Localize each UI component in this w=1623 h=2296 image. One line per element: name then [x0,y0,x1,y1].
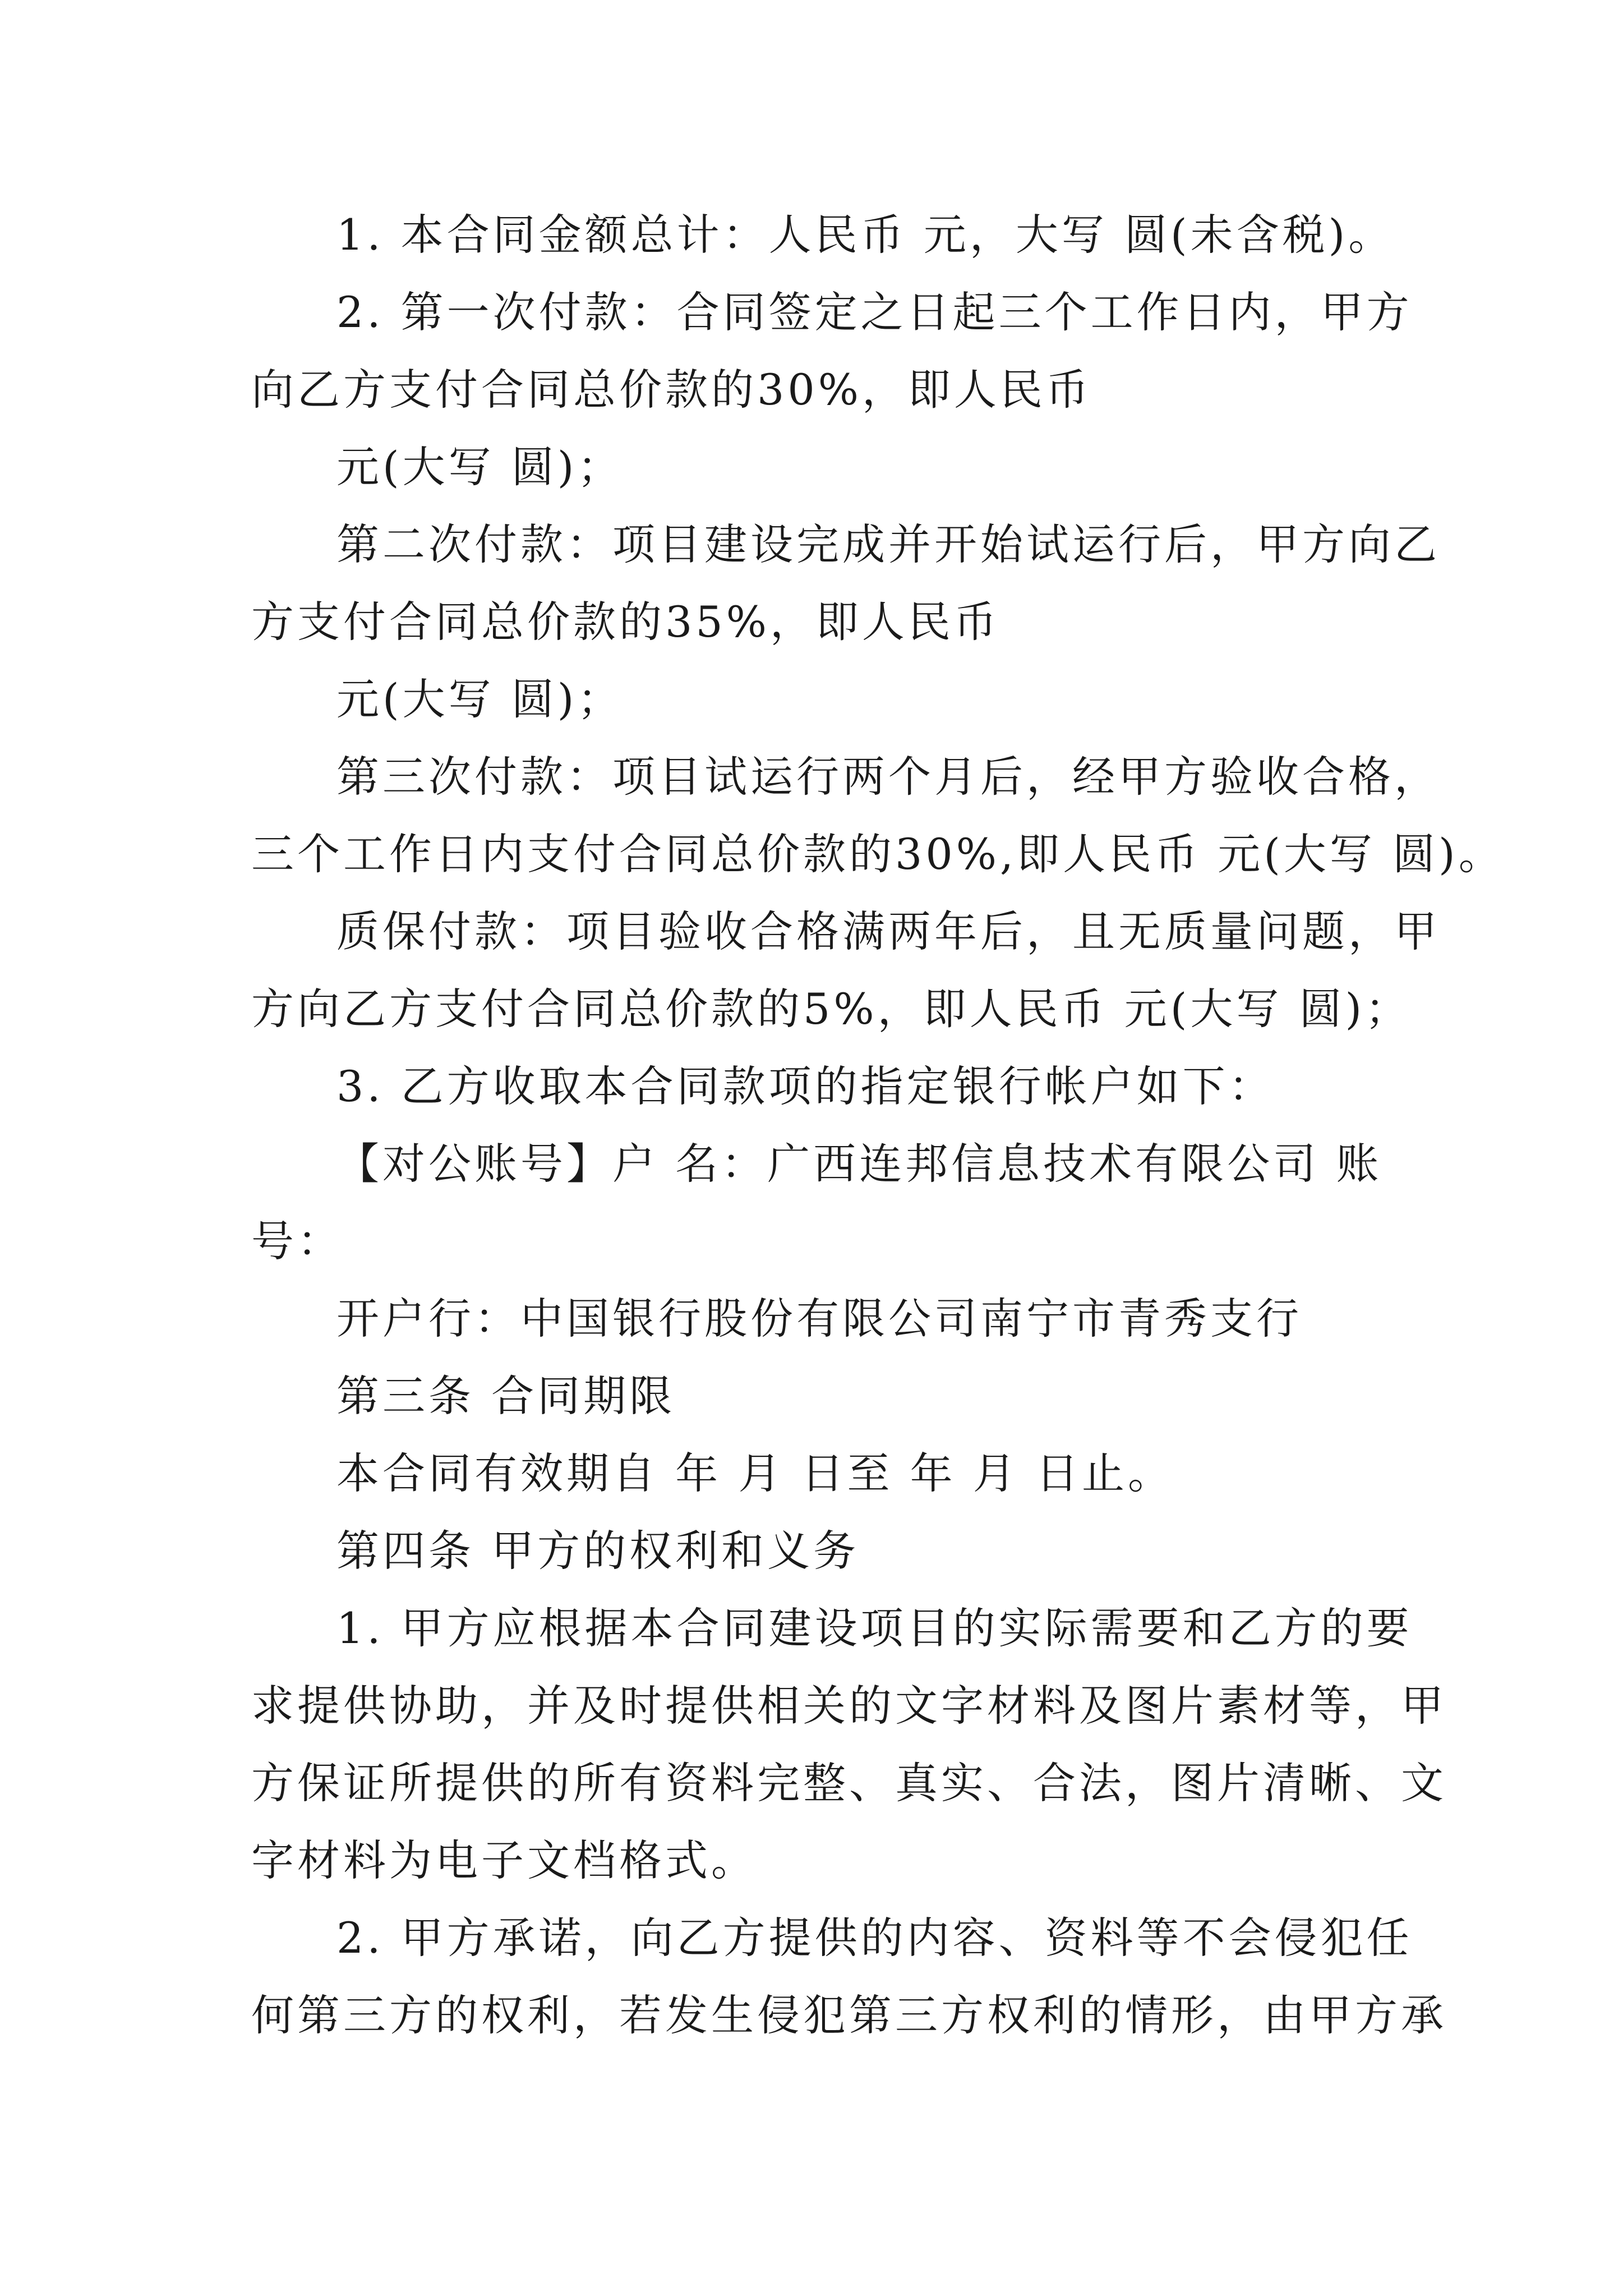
text-line: 何第三方的权利，若发生侵犯第三方权利的情形，由甲方承 [251,1990,1447,2040]
text-line: 元(大写 圆)； [336,674,624,724]
text-line: 向乙方支付合同总价款的30%，即人民币 [251,365,1092,415]
text-line: 质保付款：项目验收合格满两年后，且无质量问题，甲 [336,907,1440,956]
contract-body [251,196,1505,2054]
text-line: 号： [251,1216,343,1266]
text-line: 方支付合同总价款的35%，即人民币 [251,597,1000,647]
text-line: 第三次付款：项目试运行两个月后，经甲方验收合格， [336,752,1440,802]
text-line: 3. 乙方收取本合同款项的指定银行帐户如下： [336,1061,1275,1111]
text-line: 2. 甲方承诺，向乙方提供的内容、资料等不会侵犯任 [336,1913,1413,1963]
section-heading: 第四条 甲方的权利和义务 [336,1526,860,1576]
text-line: 2. 第一次付款：合同签定之日起三个工作日内，甲方 [336,287,1413,337]
text-line: 元(大写 圆)； [336,442,624,492]
text-line: 求提供协助，并及时提供相关的文字材料及图片素材等，甲 [251,1681,1447,1731]
text-line: 1. 本合同金额总计：人民币 元，大写 圆(未含税)。 [336,210,1395,260]
text-line: 三个工作日内支付合同总价款的30%,即人民币 元(大写 圆)。 [251,829,1505,879]
text-line: 1. 甲方应根据本合同建设项目的实际需要和乙方的要 [336,1603,1413,1653]
text-line: 第二次付款：项目建设完成并开始试运行后，甲方向乙 [336,519,1440,569]
text-line: 字材料为电子文档格式。 [251,1835,757,1885]
section-heading: 第三条 合同期限 [336,1371,676,1421]
text-line: 本合同有效期自 年 月 日至 年 月 日止。 [336,1448,1174,1498]
text-line: 方向乙方支付合同总价款的5%，即人民币 元(大写 圆)； [251,984,1412,1034]
text-line: 开户行：中国银行股份有限公司南宁市青秀支行 [336,1294,1302,1343]
text-line: 方保证所提供的所有资料完整、真实、合法，图片清晰、文 [251,1758,1447,1808]
text-line: 【对公账号】户 名：广西连邦信息技术有限公司 账 [336,1139,1382,1189]
